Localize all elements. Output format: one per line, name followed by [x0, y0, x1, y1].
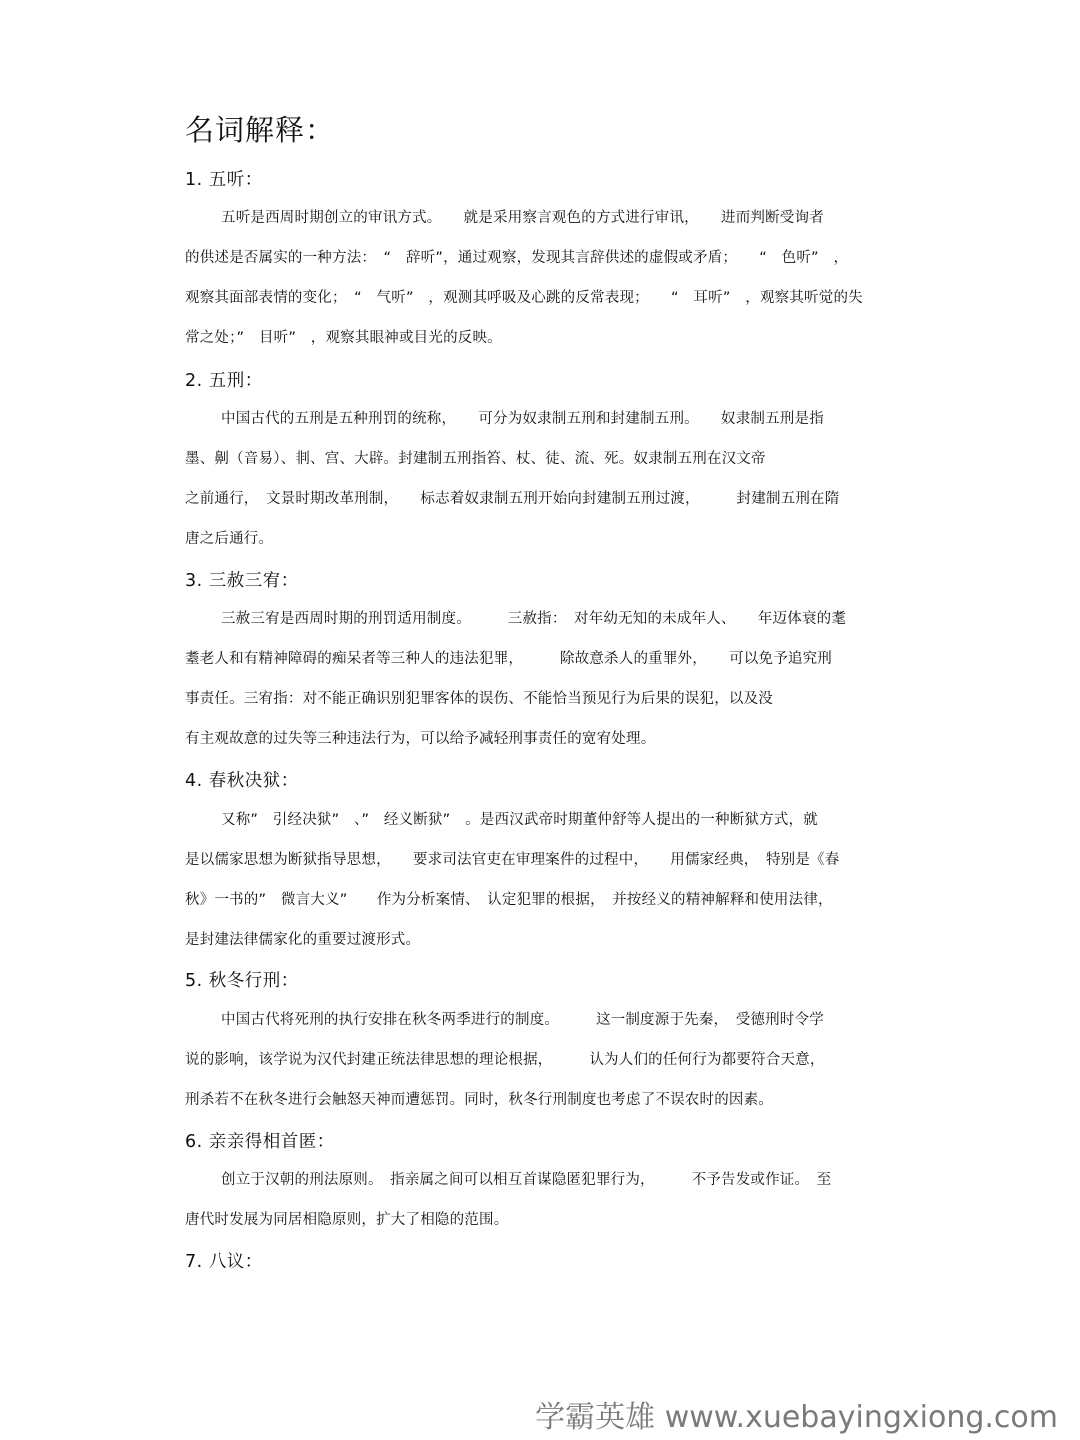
- paragraph-line: 五听是西周时期创立的审讯方式。 就是采用察言观色的方式进行审讯， 进而判断受询者: [221, 210, 824, 226]
- paragraph-line: 创立于汉朝的刑法原则。 指亲属之间可以相互首谋隐匿犯罪行为， 不予告发或作证。 至: [221, 1172, 832, 1188]
- paragraph-line: 中国古代的五刑是五种刑罚的统称， 可分为奴隶制五刑和封建制五刑。 奴隶制五刑是指: [221, 411, 824, 427]
- watermark: 学霸英雄 www.xuebayingxiong.com: [535, 1400, 1058, 1435]
- paragraph-line: 事责任。三宥指：对不能正确识别犯罪客体的误伤、不能恰当预见行为后果的误犯，以及没: [185, 691, 773, 707]
- term-heading: 5. 秋冬行刑：: [185, 971, 299, 991]
- paragraph-line: 常之处；” 目听” ，观察其眼神或目光的反映。: [185, 330, 502, 346]
- term-heading: 4. 春秋决狱：: [185, 771, 299, 791]
- term-heading: 7. 八议：: [185, 1252, 263, 1272]
- paragraph-line: 又称” 引经决狱” 、” 经义断狱” 。是西汉武帝时期董仲舒等人提出的一种断狱方式，就: [221, 812, 818, 828]
- term-heading: 3. 三赦三宥：: [185, 571, 299, 591]
- paragraph-line: 墨、劓（音易）、剕、宫、大辟。封建制五刑指笞、杖、徒、流、死。奴隶制五刑在汉文帝: [185, 451, 766, 467]
- paragraph-line: 唐代时发展为同居相隐原则，扩大了相隐的范围。: [185, 1212, 509, 1228]
- paragraph-line: 有主观故意的过失等三种违法行为，可以给予减轻刑事责任的宽宥处理。: [185, 731, 656, 747]
- paragraph-line: 唐之后通行。: [185, 531, 274, 547]
- term-heading: 6. 亲亲得相首匿：: [185, 1132, 335, 1152]
- term-heading: 2. 五刑：: [185, 371, 263, 391]
- paragraph-line: 刑杀若不在秋冬进行会触怒天神而遭惩罚。同时，秋冬行刑制度也考虑了不误农时的因素。: [185, 1092, 773, 1108]
- paragraph-line: 之前通行， 文景时期改革刑制， 标志着奴隶制五刑开始向封建制五刑过渡， 封建制五刑在隋: [185, 491, 840, 507]
- paragraph-line: 中国古代将死刑的执行安排在秋冬两季进行的制度。 这一制度源于先秦， 受德刑时令学: [221, 1012, 824, 1028]
- paragraph-line: 耋老人和有精神障碍的痴呆者等三种人的违法犯罪， 除故意杀人的重罪外， 可以免予追究刑: [185, 651, 832, 667]
- page-title: 名词解释：: [185, 113, 336, 147]
- paragraph-line: 观察其面部表情的变化； “ 气听” ，观测其呼吸及心跳的反常表现； “ 耳听” ，观察其听觉的失: [185, 290, 863, 306]
- paragraph-line: 三赦三宥是西周时期的刑罚适用制度。 三赦指： 对年幼无知的未成年人、 年迈体衰的耄: [221, 611, 847, 627]
- paragraph-line: 说的影响，该学说为汉代封建正统法律思想的理论根据， 认为人们的任何行为都要符合天意，: [185, 1052, 825, 1068]
- term-heading: 1. 五听：: [185, 170, 263, 190]
- paragraph-line: 是以儒家思想为断狱指导思想， 要求司法官吏在审理案件的过程中， 用儒家经典， 特别是《春: [185, 852, 840, 868]
- paragraph-line: 是封建法律儒家化的重要过渡形式。: [185, 932, 421, 948]
- paragraph-line: 秋》一书的” 微言大义” 作为分析案情、 认定犯罪的根据， 并按经义的精神解释和使用法律，: [185, 892, 833, 908]
- paragraph-line: 的供述是否属实的一种方法： “ 辞听”，通过观察，发现其言辞供述的虚假或矛盾； “ 色听” ，: [185, 250, 849, 266]
